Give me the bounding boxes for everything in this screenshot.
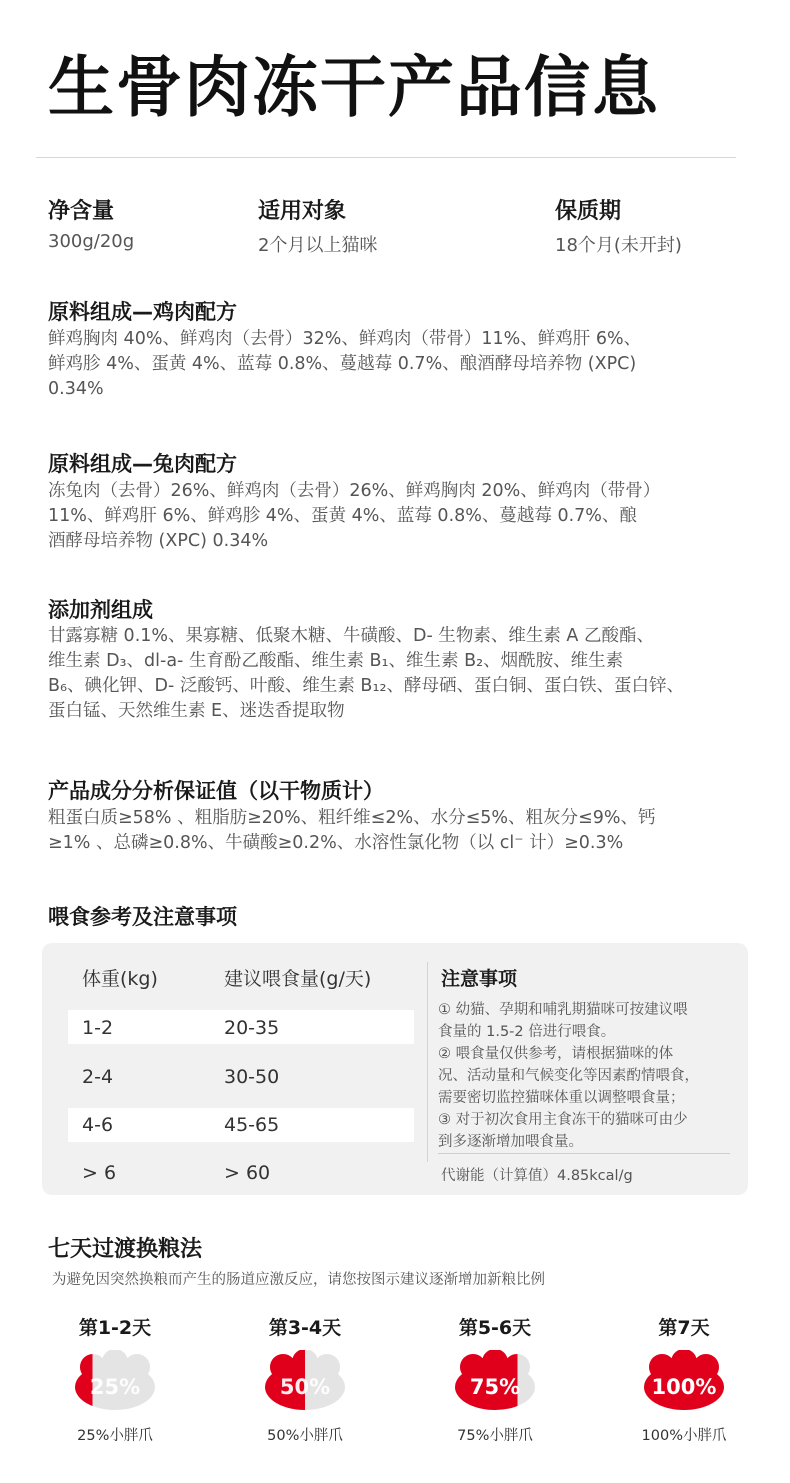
info-label: 净含量	[48, 199, 115, 224]
notes-line: ③ 对于初次食用主食冻干的猫咪可由少	[438, 1112, 688, 1128]
section-body-additives	[48, 624, 748, 724]
table-cell-weight: 2-4	[82, 1066, 114, 1088]
section-line: 冻兔肉（去骨）26%、鲜鸡肉（去骨）26%、鲜鸡胸肉 20%、鲜鸡肉（带骨）	[48, 481, 661, 501]
notes-line: 况、活动量和气候变化等因素酌情喂食，	[438, 1068, 699, 1084]
divider	[36, 157, 736, 158]
paw-percent-label: 75%	[469, 1375, 521, 1399]
notes-divider	[438, 1153, 730, 1154]
page-title: 生骨肉冻干产品信息	[48, 49, 660, 126]
transition-step	[230, 1313, 380, 1445]
notes-line: 到多逐渐增加喂食量。	[438, 1134, 583, 1150]
table-cell-amount: 30-50	[224, 1066, 280, 1088]
section-line: 鲜鸡胗 4%、蛋黄 4%、蓝莓 0.8%、蔓越莓 0.7%、酿酒酵母培养物 (XPC)	[48, 354, 637, 374]
notes-line: ② 喂食量仅供参考，请根据猫咪的体	[438, 1046, 674, 1062]
paw-icon	[450, 1350, 540, 1412]
transition-subtitle: 为避免因突然换粮而产生的肠道应激反应，请您按图示建议逐渐增加新粮比例	[52, 1272, 545, 1288]
notes-line: 需要密切监控猫咪体重以调整喂食量；	[438, 1090, 685, 1106]
panel-divider	[427, 962, 428, 1162]
paw-shape	[639, 1350, 729, 1412]
info-target	[258, 194, 377, 257]
section-line: 酒酵母培养物 (XPC) 0.34%	[48, 531, 269, 551]
table-cell-amount: > 60	[224, 1162, 271, 1184]
feeding-col-weight: 体重(kg)	[82, 968, 158, 990]
paw-percent-label: 25%	[89, 1375, 141, 1399]
section-line: B₆、碘化钾、D- 泛酸钙、叶酸、维生素 B₁₂、酵母硒、蛋白铜、蛋白铁、蛋白锌、	[48, 676, 684, 696]
table-cell-amount: 45-65	[224, 1114, 280, 1136]
feeding-title: 喂食参考及注意事项	[48, 905, 237, 929]
notes-line: 食量的 1.5-2 倍进行喂食。	[438, 1024, 616, 1040]
info-value: 2个月以上猫咪	[258, 235, 378, 256]
step-caption: 25%小胖爪	[77, 1428, 153, 1444]
step-caption: 75%小胖爪	[457, 1428, 533, 1444]
section-line: 粗蛋白质≥58% 、粗脂肪≥20%、粗纤维≤2%、水分≤5%、粗灰分≤9%、钙	[48, 808, 656, 828]
notes-title: 注意事项	[441, 968, 518, 990]
info-label: 保质期	[555, 199, 622, 224]
table-cell-weight: > 6	[82, 1162, 117, 1184]
info-value: 300g/20g	[48, 231, 135, 252]
paw-shape	[450, 1350, 540, 1412]
paw-icon	[639, 1350, 729, 1412]
info-net-content	[48, 194, 134, 252]
section-line: 11%、鲜鸡肝 6%、鲜鸡胗 4%、蛋黄 4%、蓝莓 0.8%、蔓越莓 0.7%、酿	[48, 506, 637, 526]
info-value: 18个月(未开封)	[555, 235, 682, 256]
transition-step	[40, 1313, 190, 1445]
section-line: 蛋白锰、天然维生素 E、迷迭香提取物	[48, 701, 345, 721]
step-caption: 50%小胖爪	[267, 1428, 343, 1444]
section-title-analysis: 产品成分分析保证值（以干物质计）	[48, 779, 384, 803]
info-label: 适用对象	[258, 199, 347, 224]
transition-step	[420, 1313, 570, 1445]
section-line: 甘露寡糖 0.1%、果寡糖、低聚木糖、牛磺酸、D- 生物素、维生素 A 乙酸酯、	[48, 626, 654, 646]
step-day-label: 第7天	[658, 1317, 710, 1339]
metabolic-energy: 代谢能（计算值）4.85kcal/g	[441, 1168, 633, 1184]
table-cell-amount: 20-35	[224, 1017, 280, 1039]
info-shelf-life	[555, 194, 682, 257]
step-day-label: 第5-6天	[458, 1317, 532, 1339]
section-title-additives: 添加剂组成	[48, 598, 153, 622]
table-cell-weight: 1-2	[82, 1017, 114, 1039]
paw-percent-label: 100%	[651, 1375, 717, 1399]
transition-title: 七天过渡换粮法	[48, 1237, 203, 1262]
paw-icon	[260, 1350, 350, 1412]
notes-line: ① 幼猫、孕期和哺乳期猫咪可按建议喂	[438, 1002, 688, 1018]
section-line: 0.34%	[48, 379, 104, 399]
step-day-label: 第3-4天	[268, 1317, 342, 1339]
section-title-rabbit: 原料组成—兔肉配方	[48, 452, 237, 476]
paw-icon	[70, 1350, 160, 1412]
transition-step	[609, 1313, 759, 1445]
table-cell-weight: 4-6	[82, 1114, 114, 1136]
paw-shape	[260, 1350, 350, 1412]
section-body-rabbit	[48, 479, 748, 554]
section-title-chicken: 原料组成—鸡肉配方	[48, 300, 237, 324]
section-line: 维生素 D₃、dl-a- 生育酚乙酸酯、维生素 B₁、维生素 B₂、烟酰胺、维生素	[48, 651, 624, 671]
section-line: 鲜鸡胸肉 40%、鲜鸡肉（去骨）32%、鲜鸡肉（带骨）11%、鲜鸡肝 6%、	[48, 329, 642, 349]
paw-shape	[70, 1350, 160, 1412]
notes-body	[438, 999, 728, 1153]
step-caption: 100%小胖爪	[641, 1428, 727, 1444]
section-line: ≥1% 、总磷≥0.8%、牛磺酸≥0.2%、水溶性氯化物（以 cl⁻ 计）≥0.3%	[48, 833, 624, 853]
feeding-col-amount: 建议喂食量(g/天)	[224, 968, 372, 990]
section-body-analysis	[48, 806, 748, 856]
paw-percent-label: 50%	[279, 1375, 331, 1399]
section-body-chicken	[48, 327, 748, 402]
step-day-label: 第1-2天	[78, 1317, 152, 1339]
